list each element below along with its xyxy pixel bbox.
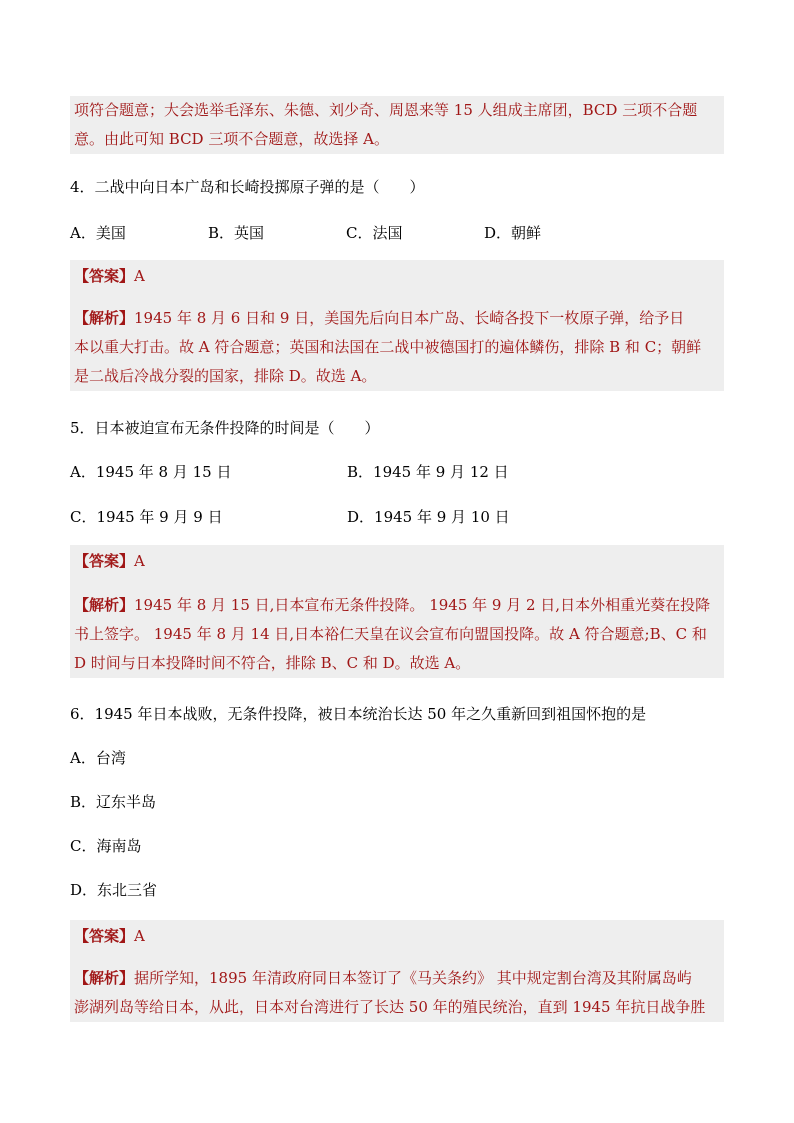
analysis-line xyxy=(74,591,720,620)
options-row xyxy=(70,502,724,532)
question-stem: 4．二战中向日本广岛和长崎投掷原子弹的是（ ） xyxy=(70,178,425,196)
option-a: A．1945 年 8 月 15 日 xyxy=(70,463,232,481)
spacer xyxy=(74,952,720,964)
option-d: D．东北三省 xyxy=(70,881,158,899)
answer-label: 【答案】 xyxy=(74,927,135,945)
spacer xyxy=(74,577,720,591)
answer-label: 【答案】 xyxy=(74,267,135,285)
option-b: B．英国 xyxy=(208,224,265,242)
analysis-label: 【解析】 xyxy=(74,969,135,987)
option-a: A．美国 xyxy=(70,224,126,242)
question-stem: 6．1945 年日本战败，无条件投降，被日本统治长达 50 年之久重新回到祖国怀抱的是 xyxy=(70,705,647,723)
question-5 xyxy=(70,413,724,532)
option-b: B．1945 年 9 月 12 日 xyxy=(347,463,509,481)
analysis-line: 意。由此可知 BCD 三项不合题意，故选择 A。 xyxy=(74,130,389,148)
option-c: C．1945 年 9 月 9 日 xyxy=(70,508,223,526)
answer-value: A xyxy=(134,927,145,945)
analysis-line: 项符合题意；大会选举毛泽东、朱德、刘少奇、周恩来等 15 人组成主席团，BCD 三项不合题 xyxy=(74,101,698,119)
spacer xyxy=(74,292,720,304)
analysis-line: 澎湖列岛等给日本，从此，日本对台湾进行了长达 50 年的殖民统治，直到 1945 年抗日战争胜 xyxy=(74,998,706,1016)
option-c: C．海南岛 xyxy=(70,837,142,855)
option-b: B．辽东半岛 xyxy=(70,793,157,811)
analysis-text: 1945 年 8 月 6 日和 9 日，美国先后向日本广岛、长崎各投下一枚原子弹，给予日 xyxy=(134,309,685,327)
q6-answer-block xyxy=(70,920,724,1022)
options-row xyxy=(70,457,724,487)
option-a: A．台湾 xyxy=(70,749,126,767)
analysis-line xyxy=(74,964,720,993)
q4-answer-block xyxy=(70,260,724,391)
analysis-line: D 时间与日本投降时间不符合，排除 B、C 和 D。故选 A。 xyxy=(74,654,471,672)
question-4 xyxy=(70,172,724,248)
prev-analysis-block xyxy=(70,96,724,154)
answer-line xyxy=(74,920,720,952)
analysis-line: 书上签字。 1945 年 8 月 14 日,日本裕仁天皇在议会宣布向盟国投降。故 A 符合题意;B、C 和 xyxy=(74,625,707,643)
answer-value: A xyxy=(134,552,145,570)
analysis-line: 是二战后冷战分裂的国家，排除 D。故选 A。 xyxy=(74,367,377,385)
options-row xyxy=(70,218,724,248)
option-d: D．朝鲜 xyxy=(484,224,542,242)
analysis-text: 1945 年 8 月 15 日,日本宣布无条件投降。 1945 年 9 月 2 日,日本外相重光葵在投降 xyxy=(134,596,711,614)
answer-line xyxy=(74,545,720,577)
analysis-line: 本以重大打击。故 A 符合题意；英国和法国在二战中被德国打的遍体鳞伤，排除 B 和 C；朝鲜 xyxy=(74,338,702,356)
q5-answer-block xyxy=(70,545,724,678)
option-d: D．1945 年 9 月 10 日 xyxy=(347,508,510,526)
analysis-text: 据所学知，1895 年清政府同日本签订了《马关条约》 其中规定割台湾及其附属岛屿 xyxy=(134,969,692,987)
answer-line xyxy=(74,260,720,292)
question-6 xyxy=(70,699,724,905)
analysis-label: 【解析】 xyxy=(74,309,135,327)
analysis-label: 【解析】 xyxy=(74,596,135,614)
answer-label: 【答案】 xyxy=(74,552,135,570)
answer-value: A xyxy=(134,267,145,285)
option-c: C．法国 xyxy=(346,224,403,242)
analysis-line xyxy=(74,304,720,333)
question-stem: 5．日本被迫宣布无条件投降的时间是（ ） xyxy=(70,419,380,437)
